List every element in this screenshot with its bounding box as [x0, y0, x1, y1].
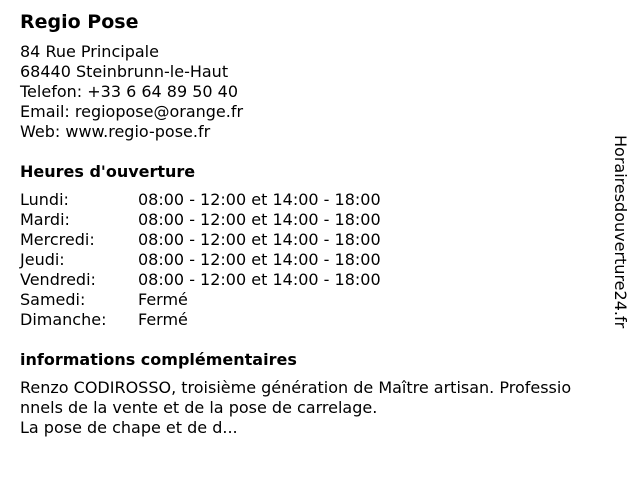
hours-row-sunday [20, 310, 610, 330]
info-text [20, 378, 610, 438]
hours-day: Lundi: [20, 190, 69, 209]
hours-table [20, 190, 610, 330]
hours-time: Fermé [138, 310, 188, 329]
hours-row-monday [20, 190, 610, 210]
info-text-line: La pose de chape et de d... [20, 418, 238, 437]
hours-heading: Heures d'ouverture [20, 162, 196, 181]
business-name: Regio Pose [20, 11, 139, 33]
hours-day: Vendredi: [20, 270, 96, 289]
email-line: Email: regiopose@orange.fr [20, 102, 244, 121]
phone-line: Telefon: +33 6 64 89 50 40 [20, 82, 239, 101]
hours-row-saturday [20, 290, 610, 310]
info-text-line: nnels de la vente et de la pose de carrelage. [20, 398, 378, 417]
hours-day: Mercredi: [20, 230, 95, 249]
hours-day: Jeudi: [20, 250, 65, 269]
hours-day: Samedi: [20, 290, 86, 309]
hours-row-friday [20, 270, 610, 290]
hours-time: 08:00 - 12:00 et 14:00 - 18:00 [138, 210, 381, 229]
hours-time: 08:00 - 12:00 et 14:00 - 18:00 [138, 270, 381, 289]
hours-time: 08:00 - 12:00 et 14:00 - 18:00 [138, 190, 381, 209]
hours-time: 08:00 - 12:00 et 14:00 - 18:00 [138, 230, 381, 249]
hours-row-wednesday [20, 230, 610, 250]
web-line: Web: www.regio-pose.fr [20, 122, 211, 141]
hours-day: Dimanche: [20, 310, 107, 329]
hours-row-thursday [20, 250, 610, 270]
business-card [20, 10, 610, 438]
hours-row-tuesday [20, 210, 610, 230]
info-heading: informations complémentaires [20, 350, 297, 369]
hours-day: Mardi: [20, 210, 70, 229]
site-watermark: Horairesdouverture24.fr [611, 135, 630, 329]
address-line-street: 84 Rue Principale [20, 42, 159, 61]
hours-time: Fermé [138, 290, 188, 309]
address-line-city: 68440 Steinbrunn-le-Haut [20, 62, 229, 81]
info-text-line: Renzo CODIROSSO, troisième génération de Maître artisan. Professio [20, 378, 572, 397]
hours-time: 08:00 - 12:00 et 14:00 - 18:00 [138, 250, 381, 269]
